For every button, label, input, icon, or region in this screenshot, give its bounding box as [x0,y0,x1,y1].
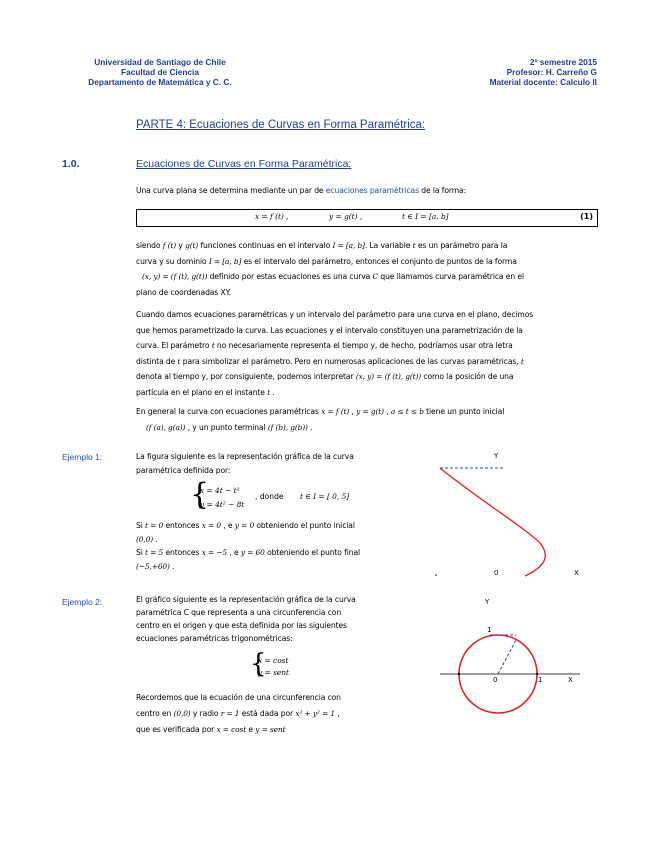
intro-text: Una curva plana se determina mediante un par de ecuaciones paramétricas de la forma: [136,186,467,195]
header-left [60,58,260,87]
ejemplo2-text: El gráfico siguiente es la representación gráfica de la curva paramétrica C que representa a una circunferencia con centro en el origen y que esta definida por las siguientes ecuaciones paramétricas trigonométricas: [136,595,356,643]
para1-line: (x, y) = (f (t), g(t)) definido por estas ecuaciones es una curva C que llamamos curva paramétrica en el [142,272,524,281]
paragraph-3: En general la curva con ecuaciones paramétricas x = f (t) , y = g(t) , a ≤ t ≤ b tiene un punto inicial (f (a), g(a)) , y un punto terminal (f (b), g(b)) . [136,407,505,432]
eq-x: x = f (t) , [255,212,289,221]
faculty-name: Facultad de Ciencia [121,66,199,77]
para1-line: plano de coordenadas XY. [136,287,231,297]
ejemplo2-label: Ejemplo 2: [62,597,103,607]
eq-y: y = g(t) , [329,212,363,221]
para1-line: curva y su dominio I = [a, b] es el intervalo del parámetro, entonces el conjunto de puntos de la forma [136,256,517,266]
ejemplo2-system: x = cost y = sent [258,656,289,677]
university-name: Universidad de Santiago de Chile [94,57,226,67]
graph2-tick-1y: 1 [487,626,492,634]
header-right [397,58,597,87]
ejemplo2-brace: { [250,649,267,679]
graph2-tick-1x: 1 [538,676,543,684]
course: Material docente: Calculo II [489,76,597,87]
equation-box [136,209,598,227]
ejemplo1-donde: , donde [255,492,284,501]
paragraph-2: Cuando damos ecuaciones paramétricas y un intervalo del parámetro para una curva en el plano, decimos que hemos parametrizado la curva. Las ecuaciones y el intervalo constituyen una parametrización de la curva. El parámetro t no necesariamente representa el tiempo y, de hecho, podríamos usar otra letra distinta de t para simbolizar el parámetro. Pero en numerosas aplicaciones de las curvas paramétricas, t denota al tiempo y, por consiguiente, podemos interpretar (x, y) = (f (t), g(t)) como la posición de una partícula en el plano en el instante t . [136,310,534,397]
section-title: Ecuaciones de Curvas en Forma Paramétrica: [136,158,352,170]
ejemplo1-label: Ejemplo 1: [62,452,103,462]
ejemplo1-text: La figura siguiente es la representación gráfica de la curva paramétrica definida por: [136,452,354,475]
graph1-origin: 0 [494,569,499,577]
semester: 2º semestre 2015 [529,57,597,67]
intro-link[interactable]: ecuaciones paramétricas [325,186,419,195]
paragraph-1 [136,238,596,300]
ejemplo1-system: x = 4t − t² y = 4t² − 8t [200,486,245,509]
graph1-y-label: Y [494,452,499,460]
ejemplo1-points: Si t = 0 entonces x = 0 , e y = 0 obteniendo el punto inicial (0,0) . Si t = 5 entonces x = −5 , e y = 60 obteniendo el punto final (−5,+60) . [136,521,361,571]
ejemplo2-recordemos: Recordemos que la ecuación de una circunferencia con centro en (0,0) y radio r = 1 está dada por x² + y² = 1 , que es verificada por x = cost e y = sent [136,693,341,734]
ejemplo1-graph [430,448,590,583]
graph2-y-label: Y [485,598,490,606]
ejemplo1-domain: t ∈ I = [ 0, 5] [300,492,350,501]
part-title: PARTE 4: Ecuaciones de Curvas en Forma Paramétrica: [136,119,426,131]
ejemplo2-graph [430,592,590,722]
graph2-radius [498,640,516,674]
eq-number: (1) [580,212,593,221]
ejemplo1-brace: { [190,477,210,512]
professor: Profesor: H. Carreño G [506,66,597,77]
graph2-origin: 0 [493,676,498,684]
department-name: Departamento de Matemática y C. C. [88,76,232,87]
graph1-x-label: X [574,569,579,577]
section-number: 1.0. [62,158,80,170]
eq-domain: t ∈ I = [a, b] [402,212,449,221]
graph2-x-label: X [568,676,573,684]
para1-line: siendo f (t) y g(t) funciones continuas en el intervalo I = [a, b]. La variable t es un parámetro para la [136,241,508,250]
graph1-curve [440,468,545,576]
